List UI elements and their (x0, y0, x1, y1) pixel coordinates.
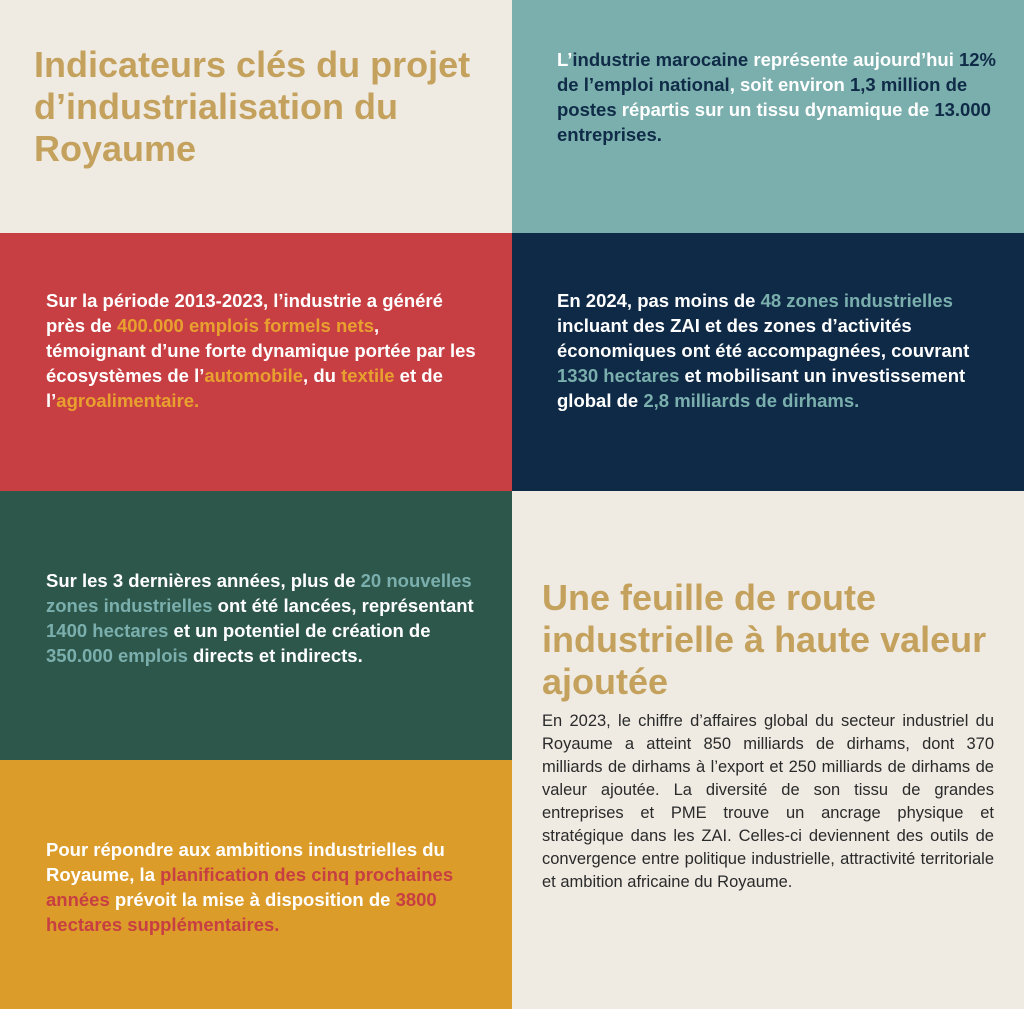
highlight-net-jobs: 400.000 emplois formels nets (116, 315, 375, 336)
highlight-new-zones: 20 nouvelles zones industrielles (46, 570, 472, 616)
roadmap-title: Une feuille de route industrielle à haute valeur ajoutée (542, 577, 987, 702)
highlight-textile: textile (341, 365, 395, 386)
highlight-companies-count: 13.000 entreprises. (557, 99, 991, 145)
highlight-moroccan-industry: industrie marocaine (572, 49, 749, 70)
title-panel (0, 0, 512, 233)
employment-stats-text: L’industrie marocaine représente aujourd’hui 12% de l’emploi national, soit environ 1,3 million de postes répartis sur un tissu dynamique de 13.000 entreprises. (557, 49, 997, 145)
jobs-created-text: Sur la période 2013-2023, l’industrie a généré près de 400.000 emplois formels nets, témoignant d’une forte dynamique portée par les écosystèmes de l’automobile, du textile et de l’agroalimentaire. (46, 290, 476, 411)
page-title: Indicateurs clés du projet d’industrialisation du Royaume (34, 44, 471, 169)
highlight-jobs-count: 1,3 million de postes (557, 74, 968, 120)
new-zones-panel (0, 491, 512, 760)
highlight-investment: 2,8 milliards de dirhams. (643, 390, 860, 411)
planning-text: Pour répondre aux ambitions industrielles du Royaume, la planification des cinq prochaines années prévoit la mise à disposition de 3800 hectares supplémentaires. (46, 839, 454, 935)
highlight-hectares: 1330 hectares (557, 365, 680, 386)
highlight-five-year-plan: planification des cinq prochaines années (46, 864, 454, 910)
roadmap-panel (512, 491, 1024, 1009)
industrial-zones-2024-text: En 2024, pas moins de 48 zones industrielles incluant des ZAI et des zones d’activités économiques ont été accompagnées, couvrant 1330 hectares et mobilisant un investissement global de 2,8 milliards de dirhams. (557, 290, 970, 411)
highlight-automotive: automobile (204, 365, 304, 386)
industrial-zones-2024-panel (512, 233, 1024, 491)
highlight-new-hectares: 1400 hectares (46, 620, 169, 641)
highlight-potential-jobs: 350.000 emplois (46, 645, 188, 666)
employment-stats-panel (512, 0, 1024, 233)
highlight-zones-count: 48 zones industrielles (760, 290, 953, 311)
new-zones-text: Sur les 3 dernières années, plus de 20 nouvelles zones industrielles ont été lancées, représentant 1400 hectares et un potentiel de création de 350.000 emplois directs et indirects. (46, 570, 474, 666)
highlight-employment-share: 12% de l’emploi national (557, 49, 997, 95)
jobs-created-panel (0, 233, 512, 491)
planning-panel (0, 760, 512, 1009)
roadmap-body: En 2023, le chiffre d’affaires global du secteur industriel du Royaume a atteint 850 milliards de dirhams, dont 370 milliards de dirhams à l’export et 250 milliards de dirhams de valeur ajoutée. La diversité de son tissu de grandes entreprises et PME trouve un ancrage physique et stratégique dans les ZAI. Celles-ci deviennent des outils de convergence entre politique industrielle, attractivité territoriale et ambition africaine du Royaume. (542, 712, 994, 891)
highlight-agrifood: agroalimentaire. (56, 390, 200, 411)
highlight-additional-hectares: 3800 hectares supplémentaires. (46, 889, 437, 935)
